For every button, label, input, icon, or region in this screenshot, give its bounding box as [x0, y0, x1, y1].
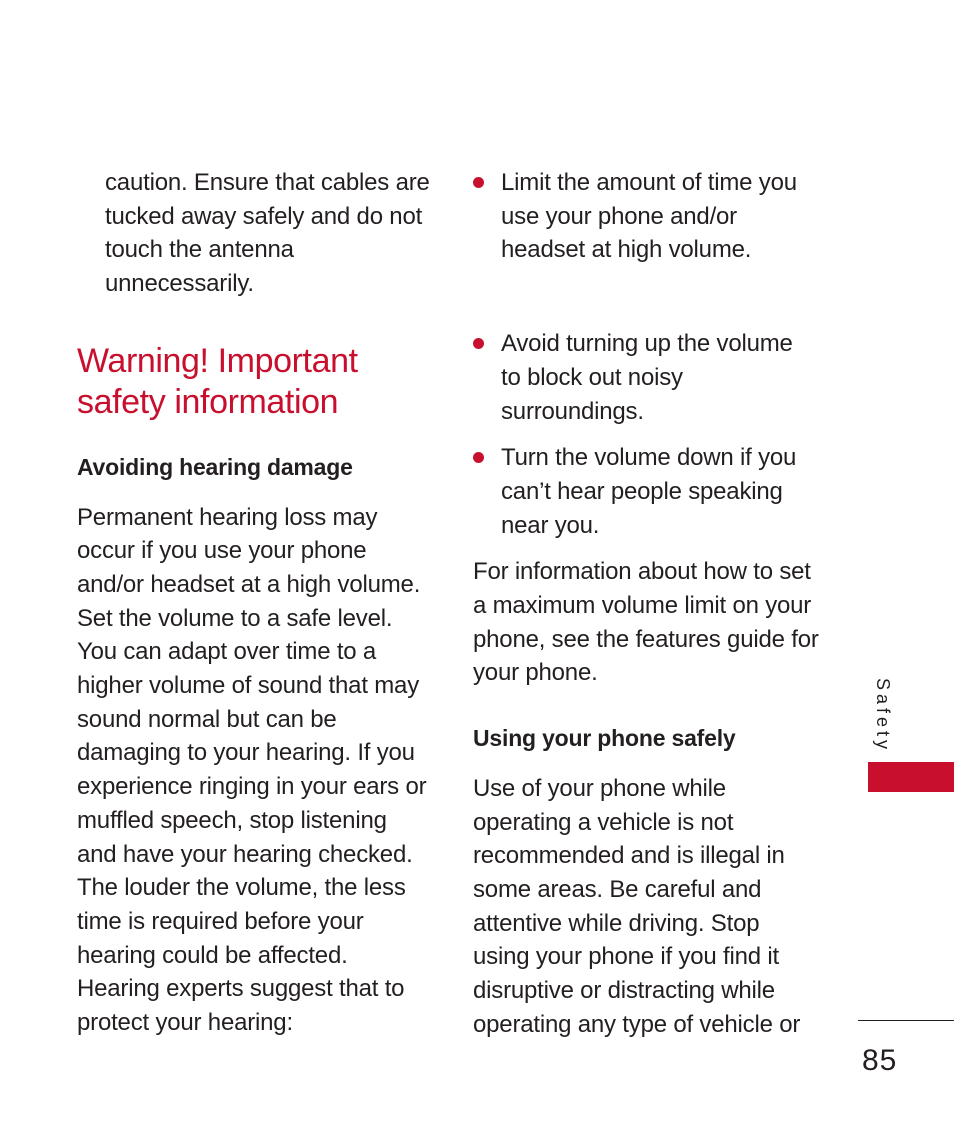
- section-heading: Warning! Important safety information: [77, 341, 358, 421]
- hearing-paragraph: Permanent hearing loss may occur if you use your phone and/or headset at a high volume. Set the volume to a safe level. You can adapt over time to a higher volume of sound that may sound normal but can be damaging to your hearing. If you experience ringing in your ears or muffled speech, stop listening and have your hearing checked. The louder the volume, the less time is required before your hearing could be affected. Hearing experts suggest that to protect your hearing:: [77, 503, 427, 1037]
- section-tab-marker: [868, 762, 954, 792]
- list-item: Limit the amount of time you use your phone and/or headset at high volume.: [473, 166, 833, 267]
- phone-safety-paragraph: Use of your phone while operating a vehicle is not recommended and is illegal in some areas. Be careful and attentive while driving. Stop using your phone if you find it disruptive or distracting while operating any type of vehicle or: [473, 774, 801, 1038]
- bullet-icon: [473, 177, 484, 188]
- bullet-list: [473, 166, 833, 542]
- subheading-hearing: Avoiding hearing damage: [77, 453, 353, 480]
- bullet-icon: [473, 338, 484, 349]
- section-side-label: Safety: [873, 678, 893, 754]
- subheading-phone-safety: Using your phone safely: [473, 725, 736, 752]
- left-column: [77, 166, 437, 1040]
- list-item: Turn the volume down if you can’t hear people speaking near you.: [473, 441, 833, 542]
- bullet-icon: [473, 452, 484, 463]
- right-column: [473, 166, 833, 1041]
- list-item: Avoid turning up the volume to block out noisy surroundings.: [473, 327, 833, 428]
- continuation-text: caution. Ensure that cables are tucked away safely and do not touch the antenna unnecessarily.: [105, 169, 430, 298]
- volume-info-paragraph: For information about how to set a maximum volume limit on your phone, see the features guide for your phone.: [473, 558, 819, 687]
- footer-divider: [858, 1020, 954, 1021]
- page-number: 85: [862, 1044, 898, 1077]
